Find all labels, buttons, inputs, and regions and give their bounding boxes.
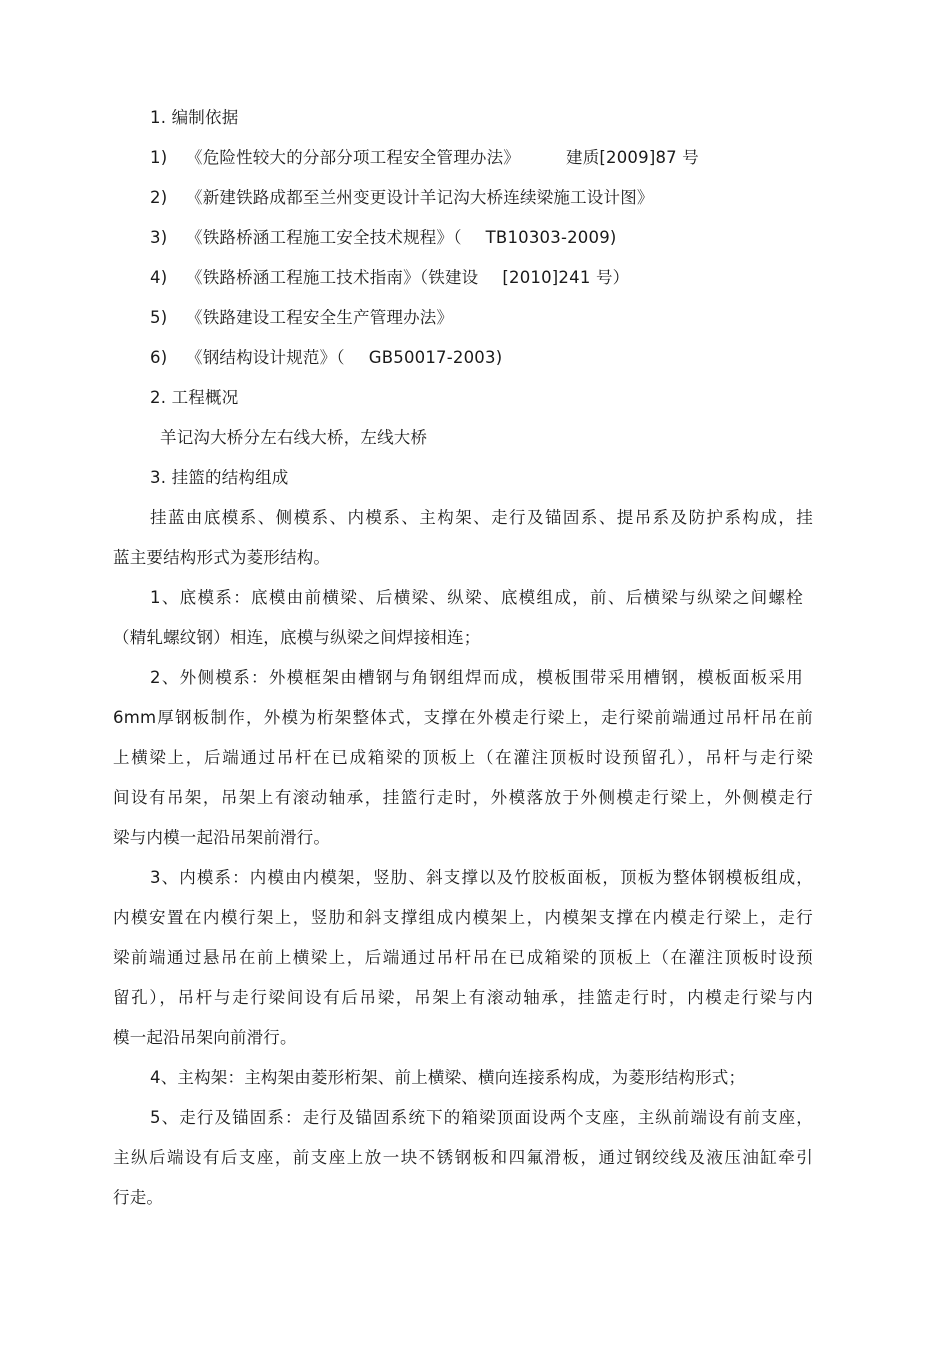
reference-title: 《危险性较大的分部分项工程安全管理办法》 [186,148,520,167]
reference-title: 《铁路建设工程安全生产管理办法》 [186,308,454,327]
paragraph-line: （精轧螺纹钢）相连，底模与纵梁之间焊接相连； [113,628,481,647]
reference-code: TB10303-2009) [485,228,617,247]
paragraph-line: 内模安置在内模行架上，竖肋和斜支撑组成内模架上，内模架支撑在内模走行梁上，走行 [113,908,813,927]
paragraph-line: 蓝主要结构形式为菱形结构。 [113,548,331,567]
paragraph-line: 间设有吊架，吊架上有滚动轴承，挂篮行走时，外模落放于外侧模走行梁上，外侧模走行 [113,788,813,807]
paragraph-line: 2、外侧模系：外模框架由槽钢与角钢组焊而成，模板围带采用槽钢，模板面板采用 [150,668,803,687]
paragraph-line: 挂蓝由底模系、侧模系、内模系、主构架、走行及锚固系、提吊系及防护系构成，挂 [150,508,813,527]
reference-title: 《新建铁路成都至兰州变更设计羊记沟大桥连续梁施工设计图》 [186,188,654,207]
reference-number: 6) [150,348,168,367]
paragraph-line: 3、内模系：内模由内模架，竖肋、斜支撑以及竹胶板面板，顶板为整体钢模板组成， [150,868,813,887]
paragraph-line: 行走。 [113,1188,164,1207]
reference-code: 建质[2009]87 号 [566,148,700,167]
reference-item [150,228,617,248]
reference-item [150,348,502,368]
reference-title: 《铁路桥涵工程施工安全技术规程》（ [186,228,462,247]
reference-number: 4) [150,268,168,287]
reference-item [150,188,654,208]
paragraph-line: 6mm厚钢板制作，外模为桁架整体式，支撑在外模走行梁上，走行梁前端通过吊杆吊在前 [113,708,813,727]
reference-item [150,148,699,168]
reference-number: 3) [150,228,168,247]
paragraph-line: 1、底模系：底模由前横梁、后横梁、纵梁、底模组成，前、后横梁与纵梁之间螺栓 [150,588,803,607]
reference-number: 1) [150,148,168,167]
paragraph-line: 主纵后端设有后支座，前支座上放一块不锈钢板和四氟滑板，通过钢绞线及液压油缸牵引 [113,1148,813,1167]
reference-code: GB50017-2003) [368,348,503,367]
paragraph-line: 留孔），吊杆与走行梁间设有后吊梁，吊架上有滚动轴承，挂篮走行时，内模走行梁与内 [113,988,813,1007]
paragraph-line: 4、主构架：主构架由菱形桁架、前上横梁、横向连接系构成，为菱形结构形式； [150,1068,746,1087]
reference-title: 《钢结构设计规范》（ [186,348,345,367]
section-heading-basis: 1. 编制依据 [150,108,239,127]
reference-number: 5) [150,308,168,327]
reference-item [150,268,629,288]
paragraph-line: 梁与内模一起沿吊架前滑行。 [113,828,331,847]
paragraph-line: 梁前端通过悬吊在前上横梁上，后端通过吊杆吊在已成箱梁的顶板上（在灌注顶板时设预 [113,948,813,967]
overview-text: 羊记沟大桥分左右线大桥，左线大桥 [160,428,428,447]
section-heading-structure: 3. 挂篮的结构组成 [150,468,289,487]
section-heading-overview: 2. 工程概况 [150,388,239,407]
paragraph-line: 模一起沿吊架向前滑行。 [113,1028,297,1047]
reference-title: 《铁路桥涵工程施工技术指南》（铁建设 [186,268,479,287]
paragraph-line: 上横梁上，后端通过吊杆在已成箱梁的顶板上（在灌注顶板时设预留孔），吊杆与走行梁 [113,748,813,767]
reference-number: 2) [150,188,168,207]
paragraph-line: 5、走行及锚固系：走行及锚固系统下的箱梁顶面设两个支座，主纵前端设有前支座， [150,1108,813,1127]
reference-code: [2010]241 号） [502,268,630,287]
reference-item [150,308,453,328]
